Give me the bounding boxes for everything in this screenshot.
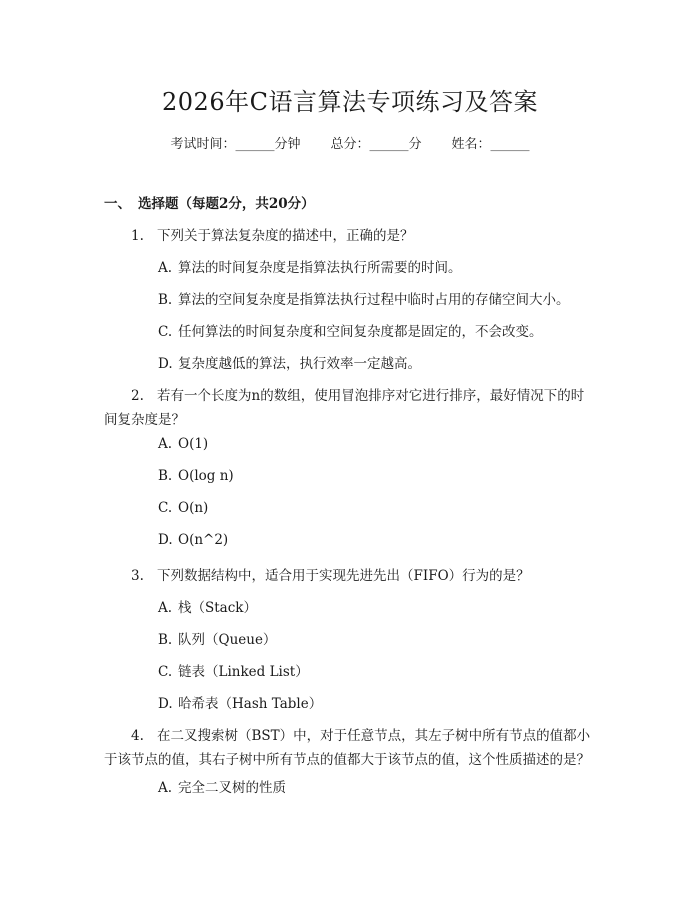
option-text: 算法的空间复杂度是指算法执行过程中临时占用的存储空间大小。 — [178, 292, 570, 308]
option-text: 复杂度越低的算法，执行效率一定越高。 — [178, 356, 421, 372]
question-text-line-2: 于该节点的值，其右子树中所有节点的值都大于该节点的值，这个性质描述的是？ — [104, 752, 590, 768]
question-text-line-2: 间复杂度是？ — [104, 412, 185, 428]
option-text: O(n) — [178, 500, 209, 516]
option-letter: A. — [158, 600, 173, 616]
option-letter: D. — [158, 532, 173, 548]
question-2-option-c — [158, 500, 208, 516]
question-3-option-a — [158, 596, 257, 616]
question-3 — [131, 564, 530, 584]
question-number: 1. — [131, 228, 144, 244]
option-text: O(log n) — [178, 468, 234, 484]
option-letter: A. — [158, 260, 173, 276]
option-letter: D. — [158, 356, 173, 372]
section-label: 选择题（每题2分，共20分） — [138, 196, 315, 212]
question-4 — [131, 724, 590, 744]
question-4-option-a — [158, 776, 286, 796]
question-2-continued — [104, 408, 185, 428]
option-text: O(n^2) — [178, 532, 229, 548]
option-letter: B. — [158, 468, 173, 484]
option-text: 任何算法的时间复杂度和空间复杂度都是固定的，不会改变。 — [178, 324, 543, 340]
option-text: 链表（Linked List） — [178, 664, 309, 680]
option-letter: B. — [158, 632, 173, 648]
question-1-option-b — [158, 288, 570, 308]
question-text: 下列关于算法复杂度的描述中，正确的是？ — [157, 228, 414, 244]
question-text-line-1: 若有一个长度为n的数组，使用冒泡排序对它进行排序，最好情况下的时 — [157, 388, 585, 404]
question-2-option-a — [158, 436, 208, 452]
question-2-option-d — [158, 532, 228, 548]
question-text-line-1: 在二叉搜索树（BST）中，对于任意节点，其左子树中所有节点的值都小 — [157, 728, 591, 744]
option-letter: B. — [158, 292, 173, 308]
question-3-option-b — [158, 628, 276, 648]
document-title: 2026年C语言算法专项练习及答案 — [162, 88, 538, 116]
option-text: 栈（Stack） — [178, 600, 257, 616]
question-1 — [131, 224, 414, 244]
question-1-option-c — [158, 320, 543, 340]
question-3-option-d — [158, 692, 322, 712]
option-text: 完全二叉树的性质 — [178, 780, 286, 796]
question-text: 下列数据结构中，适合用于实现先进先出（FIFO）行为的是？ — [157, 568, 530, 584]
option-letter: D. — [158, 696, 173, 712]
option-text: 哈希表（Hash Table） — [178, 696, 323, 712]
option-letter: C. — [158, 324, 173, 340]
question-number: 3. — [131, 568, 144, 584]
option-text: O(1) — [178, 436, 209, 452]
student-name-field: 姓名：______ — [451, 137, 530, 152]
question-2-option-b — [158, 468, 234, 484]
section-heading — [104, 192, 315, 212]
question-4-continued — [104, 748, 590, 768]
option-letter: A. — [158, 436, 173, 452]
question-number: 4. — [131, 728, 144, 744]
section-number: 一、 — [104, 196, 131, 212]
question-number: 2. — [131, 388, 144, 404]
option-text: 算法的时间复杂度是指算法执行所需要的时间。 — [178, 260, 462, 276]
total-score-field: 总分：______分 — [330, 137, 422, 152]
question-2 — [131, 384, 584, 404]
option-letter: C. — [158, 500, 173, 516]
exam-meta — [0, 133, 700, 152]
option-letter: C. — [158, 664, 173, 680]
question-1-option-d — [158, 352, 421, 372]
option-text: 队列（Queue） — [178, 632, 277, 648]
question-3-option-c — [158, 660, 309, 680]
exam-time-field: 考试时间：______分钟 — [170, 137, 301, 152]
option-letter: A. — [158, 780, 173, 796]
question-1-option-a — [158, 256, 462, 276]
